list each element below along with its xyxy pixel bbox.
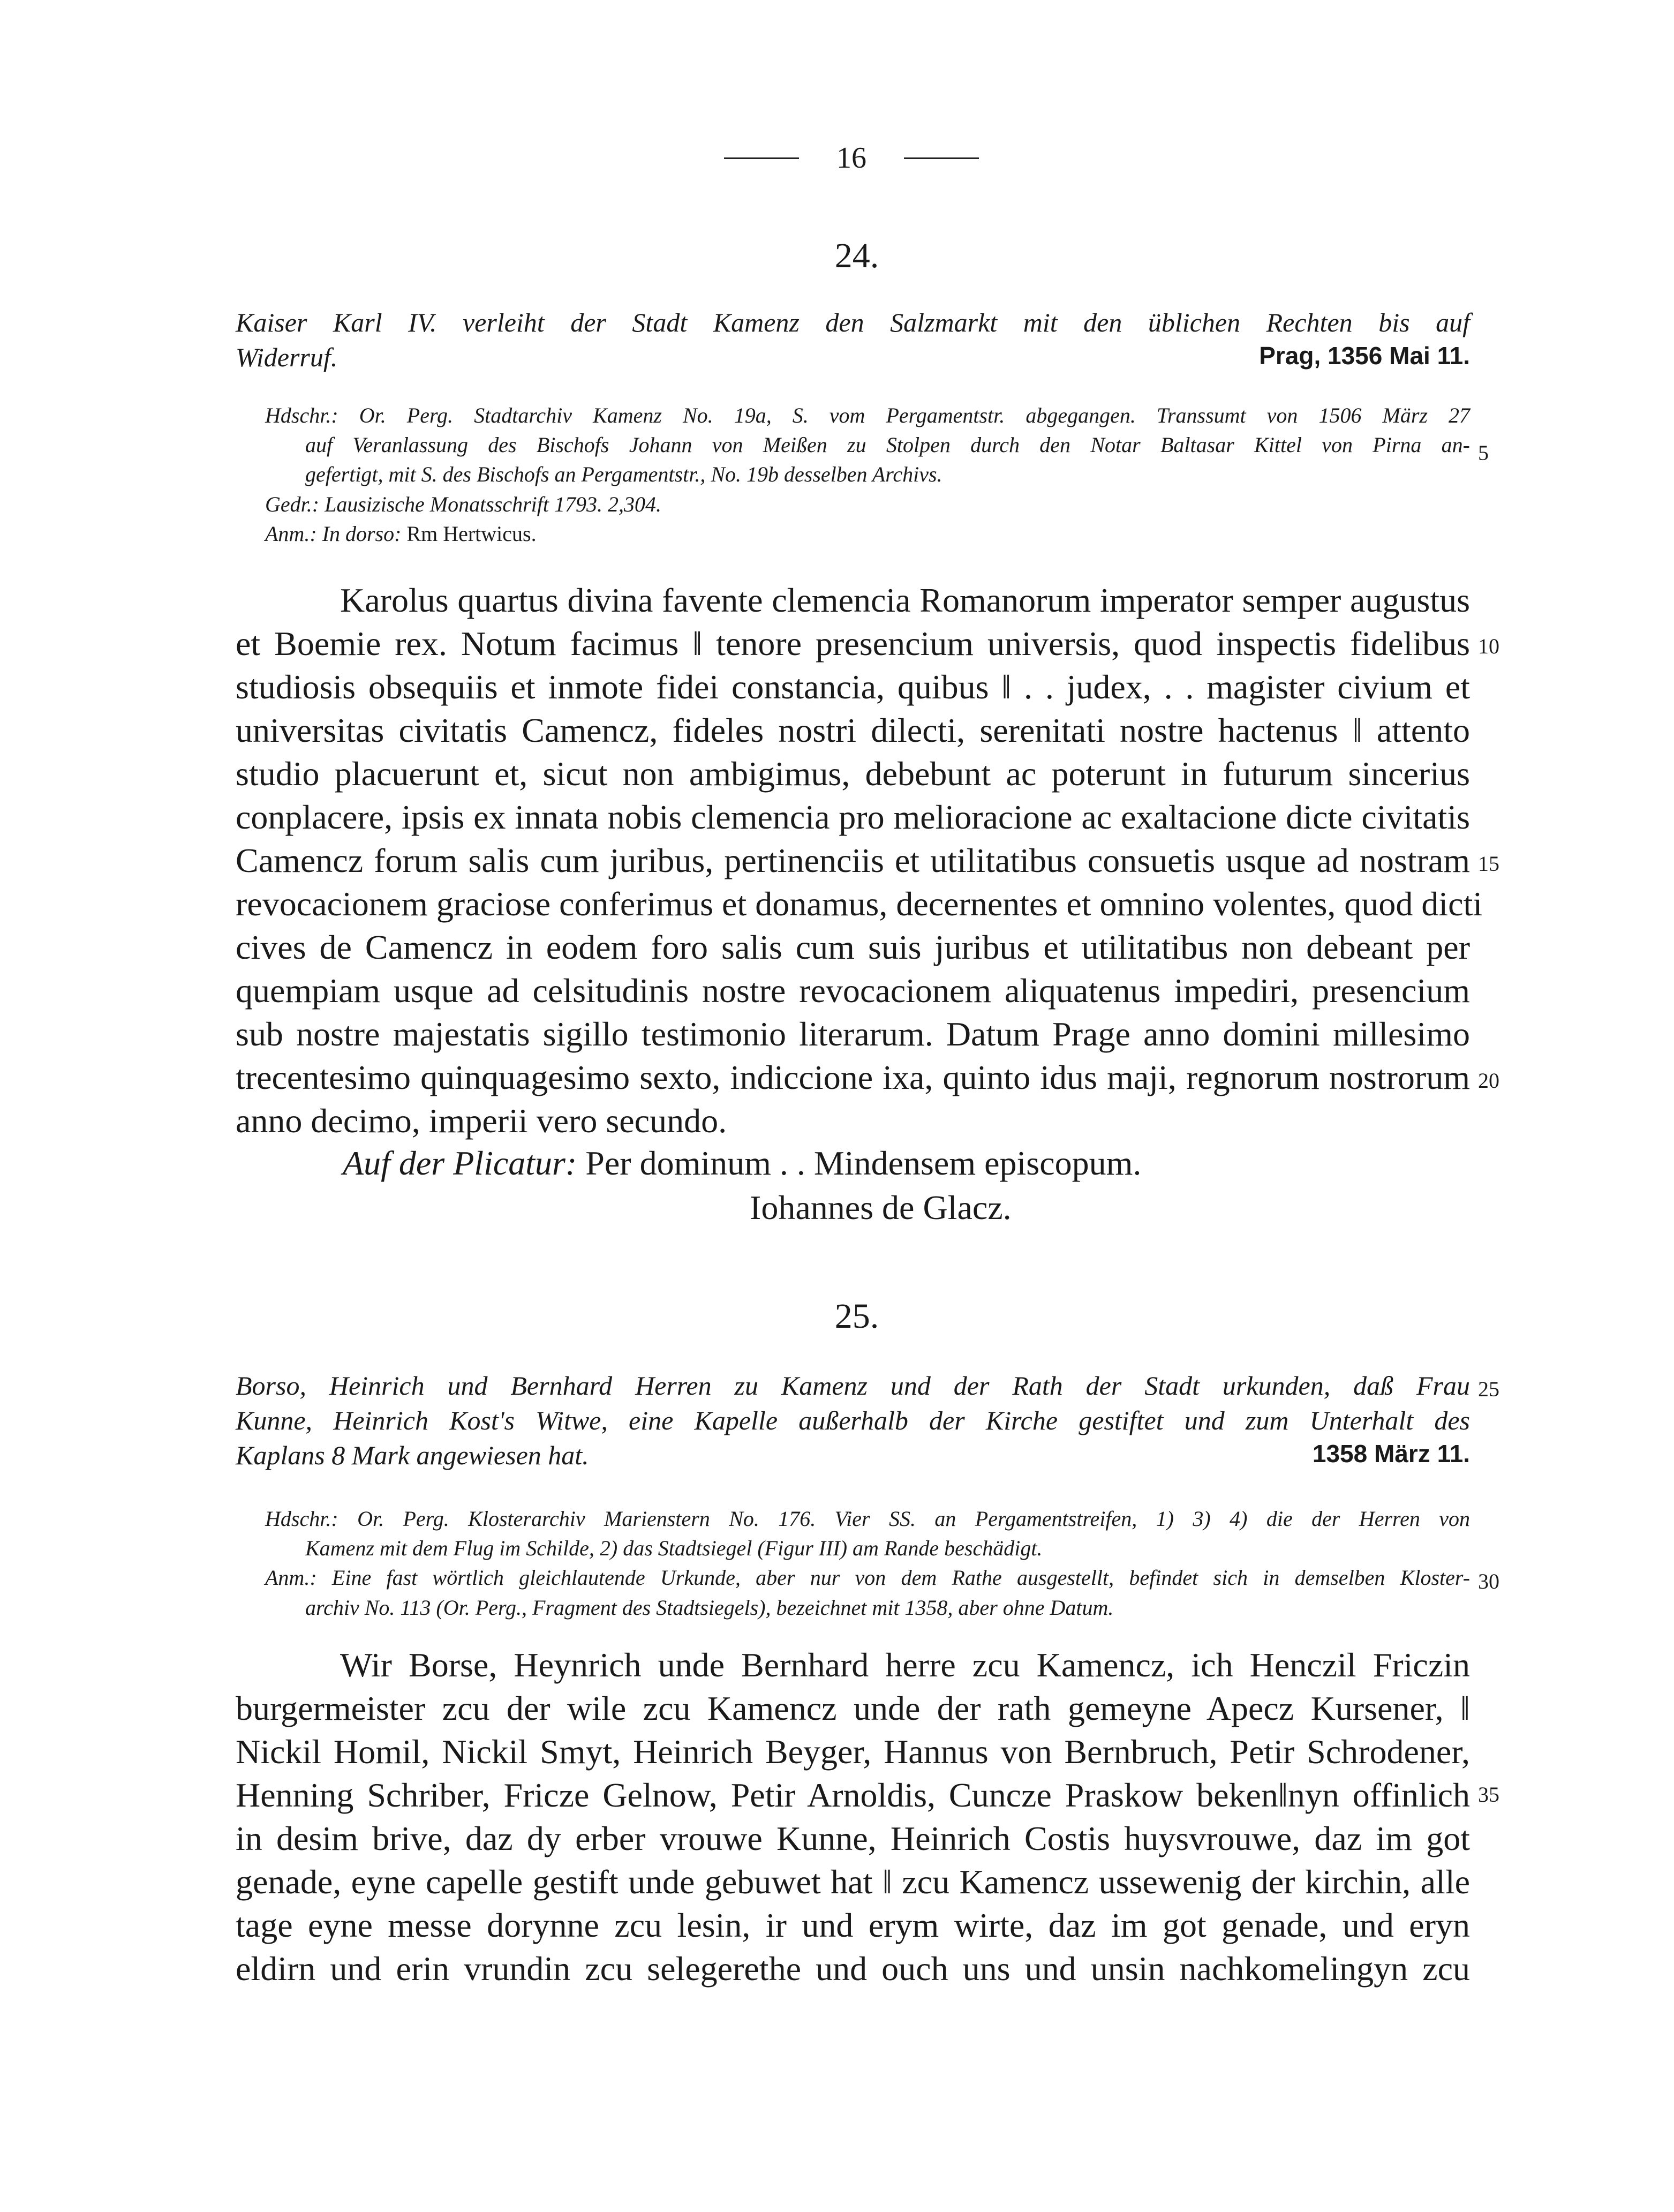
plicatur-note: [343, 1143, 1141, 1183]
document-date-25: 1358 März 11.: [1312, 1440, 1470, 1468]
signer: Iohannes de Glacz.: [750, 1188, 1012, 1227]
text-line: Nickil Homil, Nickil Smyt, Heinrich Beyger, Hannus von Bernbruch, Petir Schrodener,: [236, 1733, 1470, 1771]
text-line: conplacere, ipsis ex innata nobis clemencia pro melioracione ac exaltacione dicte civitatis: [236, 798, 1470, 836]
plicatur-text: Per dominum . . Mindensem episcopum.: [585, 1144, 1142, 1182]
note-text: archiv No. 113 (Or. Perg., Fragment des Stadtsiegels), bezeichnet mit 1358, aber ohne Datum.: [305, 1595, 1114, 1620]
text-line: et Boemie rex. Notum facimus ‖ tenore presencium universis, quod inspectis fidelibus: [236, 625, 1470, 663]
note-text: auf Veranlassung des Bischofs Johann von Meißen zu Stolpen durch den Notar Baltasar Kittel von Pirna an-: [305, 433, 1470, 457]
note-label: Gedr.:: [265, 492, 320, 516]
note-gedr: [265, 490, 1470, 519]
text-line: burgermeister zcu der wile zcu Kamencz unde der rath gemeyne Apecz Kursener, ‖: [236, 1689, 1470, 1727]
text-line: quempiam usque ad celsitudinis nostre revocacionem aliquatenus impediri, presencium: [236, 972, 1470, 1010]
note-text: Kamenz mit dem Flug im Schilde, 2) das Stadtsiegel (Figur III) am Rande beschädigt.: [305, 1536, 1043, 1561]
text-line: Camencz forum salis cum juribus, pertinenciis et utilitatibus consuetis usque ad nostram: [236, 841, 1470, 879]
document-number-24: 24.: [834, 236, 879, 275]
note-text: Eine fast wörtlich gleichlautende Urkunde, aber nur von dem Rathe ausgestellt, befindet sich in demselben Kloster-: [331, 1566, 1471, 1590]
charter-text-24: [236, 578, 1483, 1142]
text-line: tage eyne messe dorynne zcu lesin, ir und erym wirte, daz im got genade, und eryn: [236, 1906, 1470, 1944]
line-number: 30: [1478, 1569, 1499, 1593]
regest-25-line: Kunne, Heinrich Kost's Witwe, eine Kapelle außerhalb der Kirche gestiftet und zum Unterhalt des: [236, 1405, 1470, 1435]
note-text: Or. Perg. Stadtarchiv Kamenz No. 19a, S. vom Pergamentstr. abgegangen. Transsumt von 1506 März 27: [359, 403, 1471, 427]
note-text: Lausizische Monatsschrift 1793. 2,304.: [325, 492, 661, 516]
note-label: Anm.:: [265, 1566, 317, 1590]
line-number: 25: [1478, 1377, 1499, 1401]
text-line: sub nostre majestatis sigillo testimonio literarum. Datum Prage anno domini millesimo: [236, 1015, 1470, 1053]
text-line: trecentesimo quinquagesimo sexto, indiccione ixa, quinto idus maji, regnorum nostrorum: [236, 1058, 1470, 1096]
text-line: Wir Borse, Heynrich unde Bernhard herre zcu Kamencz, ich Henczil Friczin: [340, 1646, 1470, 1684]
note-label: Hdschr.:: [265, 403, 338, 427]
text-line: studio placuerunt et, sicut non ambigimus, debebunt ac poterunt in futurum sincerius: [236, 755, 1470, 793]
header-rule-left: [724, 157, 799, 159]
regest-24: [236, 305, 1470, 375]
page-header: [712, 137, 991, 179]
regest-25: [236, 1368, 1470, 1473]
text-line: eldirn und erin vrundin zcu selegerethe und ouch uns und unsin nachkomelingyn zcu: [236, 1950, 1470, 1988]
note-hdschr: [265, 1504, 1470, 1533]
line-number: 35: [1478, 1782, 1499, 1807]
text-line: genade, eyne capelle gestift unde gebuwet hat ‖ zcu Kamencz ussewenig der kirchin, alle: [236, 1863, 1470, 1901]
note-hdschr: [265, 401, 1470, 430]
apparatus-25: [265, 1504, 1470, 1622]
regest-24-line: Widerruf.: [236, 342, 338, 372]
charter-text-25: [236, 1643, 1470, 1990]
note-anm: [265, 1563, 1470, 1592]
note-anm: [265, 519, 1470, 548]
text-line: universitas civitatis Camencz, fideles nostri dilecti, serenitati nostre hactenus ‖ attento: [236, 711, 1470, 749]
text-line: in desim brive, daz dy erber vrouwe Kunne, Heinrich Costis huysvrouwe, daz im got: [236, 1819, 1470, 1857]
text-line: anno decimo, imperii vero secundo.: [236, 1102, 727, 1140]
line-number: 15: [1478, 852, 1499, 876]
text-line: Karolus quartus divina favente clemencia Romanorum imperator semper augustus: [340, 581, 1470, 619]
text-line: revocacionem graciose conferimus et donamus, decernentes et omnino volentes, quod dicti: [236, 885, 1483, 923]
regest-24-last-line: [236, 340, 1470, 375]
regest-25-line: Borso, Heinrich und Bernhard Herren zu Kamenz und der Rath der Stadt urkunden, daß Frau: [236, 1371, 1470, 1401]
regest-24-line: Kaiser Karl IV. verleiht der Stadt Kamenz den Salzmarkt mit den üblichen Rechten bis auf: [236, 307, 1470, 337]
note-text: Or. Perg. Klosterarchiv Marienstern No. 176. Vier SS. an Pergamentstreifen, 1) 3) 4) die der Herren von: [357, 1507, 1470, 1531]
text-line: studiosis obsequiis et inmote fidei constancia, quibus ‖ . . judex, . . magister civium et: [236, 668, 1470, 706]
note-text: gefertigt, mit S. des Bischofs an Pergamentstr., No. 19b desselben Archivs.: [305, 462, 942, 487]
text-line: cives de Camencz in eodem foro salis cum suis juribus et utilitatibus non debeant per: [236, 928, 1470, 966]
note-dorsal-text: Rm Hertwicus.: [406, 521, 537, 546]
apparatus-24: [265, 401, 1470, 548]
header-rule-right: [904, 157, 979, 159]
note-label: Anm.:: [265, 521, 317, 546]
note-label: Hdschr.:: [265, 1507, 338, 1531]
plicatur-label: Auf der Plicatur:: [343, 1144, 577, 1182]
text-line: Henning Schriber, Fricze Gelnow, Petir Arnoldis, Cuncze Praskow beken‖nyn offinlich: [236, 1776, 1470, 1814]
document-date-24: Prag, 1356 Mai 11.: [1259, 342, 1470, 370]
regest-25-line: Kaplans 8 Mark angewiesen hat.: [236, 1440, 589, 1470]
line-number: 10: [1478, 634, 1499, 658]
document-number-25: 25.: [834, 1297, 879, 1336]
regest-25-last-line: [236, 1438, 1470, 1473]
line-number: 20: [1478, 1069, 1499, 1093]
page-number: 16: [836, 141, 866, 175]
line-number: 5: [1478, 441, 1489, 465]
note-text: In dorso:: [322, 521, 402, 546]
